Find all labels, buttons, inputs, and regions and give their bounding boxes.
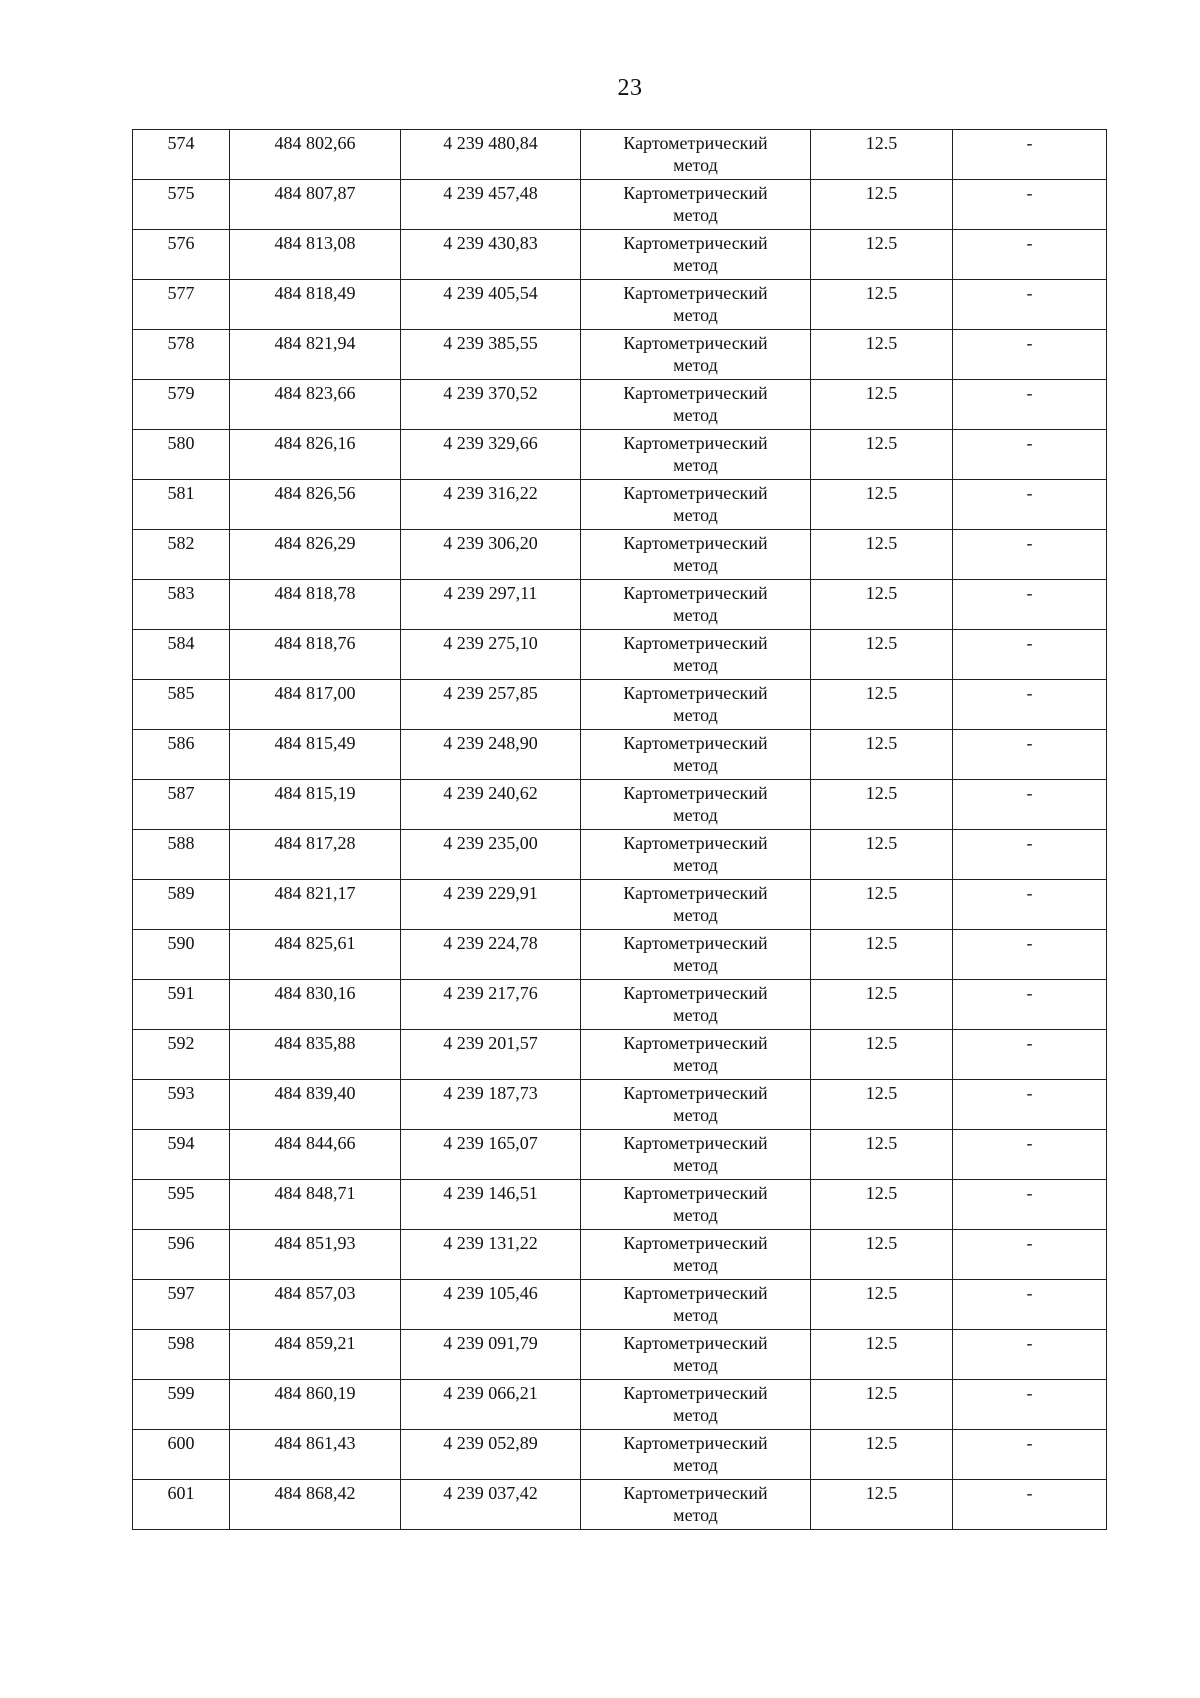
x-coordinate-cell: 484 868,42 [230, 1480, 401, 1530]
accuracy-cell: 12.5 [811, 230, 953, 280]
y-coordinate-cell: 4 239 131,22 [401, 1230, 581, 1280]
y-coordinate-cell: 4 239 316,22 [401, 480, 581, 530]
method-cell [581, 530, 811, 580]
y-coordinate-cell: 4 239 370,52 [401, 380, 581, 430]
table-row [133, 1130, 1107, 1180]
point-number-cell: 590 [133, 930, 230, 980]
x-coordinate-cell: 484 826,16 [230, 430, 401, 480]
note-cell: - [953, 730, 1107, 780]
table-row [133, 130, 1107, 180]
note-cell: - [953, 480, 1107, 530]
y-coordinate-cell: 4 239 275,10 [401, 630, 581, 680]
method-label-line2: метод [673, 755, 718, 775]
y-coordinate-cell: 4 239 480,84 [401, 130, 581, 180]
table-row [133, 430, 1107, 480]
point-number-cell: 591 [133, 980, 230, 1030]
accuracy-cell: 12.5 [811, 830, 953, 880]
method-label-line1: Картометрический [623, 433, 768, 453]
note-cell: - [953, 430, 1107, 480]
table-row [133, 830, 1107, 880]
method-label-line2: метод [673, 405, 718, 425]
method-label-line1: Картометрический [623, 283, 768, 303]
method-label-line1: Картометрический [623, 1283, 768, 1303]
method-cell [581, 1130, 811, 1180]
note-cell: - [953, 830, 1107, 880]
x-coordinate-cell: 484 813,08 [230, 230, 401, 280]
accuracy-cell: 12.5 [811, 780, 953, 830]
note-cell: - [953, 130, 1107, 180]
point-number-cell: 592 [133, 1030, 230, 1080]
point-number-cell: 583 [133, 580, 230, 630]
accuracy-cell: 12.5 [811, 1480, 953, 1530]
point-number-cell: 598 [133, 1330, 230, 1380]
point-number-cell: 599 [133, 1380, 230, 1430]
method-cell [581, 880, 811, 930]
x-coordinate-cell: 484 835,88 [230, 1030, 401, 1080]
method-cell [581, 980, 811, 1030]
y-coordinate-cell: 4 239 066,21 [401, 1380, 581, 1430]
table-row [133, 930, 1107, 980]
method-label-line2: метод [673, 1355, 718, 1375]
method-label-line2: метод [673, 905, 718, 925]
table-row [133, 1180, 1107, 1230]
table-row [133, 880, 1107, 930]
table-body [133, 130, 1107, 1530]
note-cell: - [953, 1430, 1107, 1480]
method-label-line2: метод [673, 155, 718, 175]
method-label-line1: Картометрический [623, 933, 768, 953]
table-row [133, 230, 1107, 280]
table-row [133, 280, 1107, 330]
note-cell: - [953, 1330, 1107, 1380]
method-cell [581, 580, 811, 630]
method-label-line2: метод [673, 1055, 718, 1075]
method-cell [581, 1430, 811, 1480]
method-cell [581, 480, 811, 530]
note-cell: - [953, 930, 1107, 980]
x-coordinate-cell: 484 823,66 [230, 380, 401, 430]
method-label-line2: метод [673, 1505, 718, 1525]
note-cell: - [953, 230, 1107, 280]
note-cell: - [953, 280, 1107, 330]
accuracy-cell: 12.5 [811, 1080, 953, 1130]
method-label-line1: Картометрический [623, 233, 768, 253]
accuracy-cell: 12.5 [811, 1430, 953, 1480]
y-coordinate-cell: 4 239 257,85 [401, 680, 581, 730]
table-row [133, 380, 1107, 430]
x-coordinate-cell: 484 815,19 [230, 780, 401, 830]
method-cell [581, 1030, 811, 1080]
note-cell: - [953, 1480, 1107, 1530]
x-coordinate-cell: 484 861,43 [230, 1430, 401, 1480]
method-cell [581, 1230, 811, 1280]
note-cell: - [953, 1130, 1107, 1180]
y-coordinate-cell: 4 239 405,54 [401, 280, 581, 330]
note-cell: - [953, 880, 1107, 930]
method-cell [581, 1280, 811, 1330]
table-row [133, 730, 1107, 780]
method-cell [581, 430, 811, 480]
method-cell [581, 730, 811, 780]
accuracy-cell: 12.5 [811, 1130, 953, 1180]
x-coordinate-cell: 484 851,93 [230, 1230, 401, 1280]
method-label-line1: Картометрический [623, 333, 768, 353]
method-label-line2: метод [673, 455, 718, 475]
x-coordinate-cell: 484 817,28 [230, 830, 401, 880]
method-label-line1: Картометрический [623, 383, 768, 403]
accuracy-cell: 12.5 [811, 1280, 953, 1330]
accuracy-cell: 12.5 [811, 580, 953, 630]
table-row [133, 780, 1107, 830]
table-row [133, 1330, 1107, 1380]
y-coordinate-cell: 4 239 306,20 [401, 530, 581, 580]
table-row [133, 680, 1107, 730]
point-number-cell: 601 [133, 1480, 230, 1530]
x-coordinate-cell: 484 802,66 [230, 130, 401, 180]
accuracy-cell: 12.5 [811, 180, 953, 230]
y-coordinate-cell: 4 239 217,76 [401, 980, 581, 1030]
table-row [133, 580, 1107, 630]
method-cell [581, 280, 811, 330]
point-number-cell: 584 [133, 630, 230, 680]
table-row [133, 330, 1107, 380]
point-number-cell: 594 [133, 1130, 230, 1180]
x-coordinate-cell: 484 859,21 [230, 1330, 401, 1380]
method-cell [581, 180, 811, 230]
x-coordinate-cell: 484 818,49 [230, 280, 401, 330]
method-label-line1: Картометрический [623, 1383, 768, 1403]
x-coordinate-cell: 484 826,56 [230, 480, 401, 530]
method-cell [581, 630, 811, 680]
y-coordinate-cell: 4 239 240,62 [401, 780, 581, 830]
method-cell [581, 680, 811, 730]
table-row [133, 530, 1107, 580]
method-label-line2: метод [673, 1405, 718, 1425]
table-row [133, 630, 1107, 680]
x-coordinate-cell: 484 826,29 [230, 530, 401, 580]
y-coordinate-cell: 4 239 229,91 [401, 880, 581, 930]
y-coordinate-cell: 4 239 329,66 [401, 430, 581, 480]
point-number-cell: 581 [133, 480, 230, 530]
y-coordinate-cell: 4 239 037,42 [401, 1480, 581, 1530]
table-row [133, 180, 1107, 230]
y-coordinate-cell: 4 239 052,89 [401, 1430, 581, 1480]
accuracy-cell: 12.5 [811, 430, 953, 480]
accuracy-cell: 12.5 [811, 630, 953, 680]
note-cell: - [953, 1280, 1107, 1330]
method-cell [581, 830, 811, 880]
point-number-cell: 593 [133, 1080, 230, 1130]
note-cell: - [953, 630, 1107, 680]
method-label-line1: Картометрический [623, 783, 768, 803]
method-cell [581, 380, 811, 430]
x-coordinate-cell: 484 821,94 [230, 330, 401, 380]
note-cell: - [953, 680, 1107, 730]
method-label-line2: метод [673, 1155, 718, 1175]
y-coordinate-cell: 4 239 385,55 [401, 330, 581, 380]
point-number-cell: 578 [133, 330, 230, 380]
method-label-line2: метод [673, 205, 718, 225]
method-label-line1: Картометрический [623, 133, 768, 153]
x-coordinate-cell: 484 860,19 [230, 1380, 401, 1430]
point-number-cell: 579 [133, 380, 230, 430]
method-cell [581, 330, 811, 380]
point-number-cell: 582 [133, 530, 230, 580]
table-row [133, 1030, 1107, 1080]
method-label-line1: Картометрический [623, 1333, 768, 1353]
y-coordinate-cell: 4 239 105,46 [401, 1280, 581, 1330]
method-label-line2: метод [673, 805, 718, 825]
y-coordinate-cell: 4 239 430,83 [401, 230, 581, 280]
accuracy-cell: 12.5 [811, 380, 953, 430]
y-coordinate-cell: 4 239 146,51 [401, 1180, 581, 1230]
accuracy-cell: 12.5 [811, 1180, 953, 1230]
y-coordinate-cell: 4 239 165,07 [401, 1130, 581, 1180]
note-cell: - [953, 1030, 1107, 1080]
method-cell [581, 1380, 811, 1430]
method-label-line1: Картометрический [623, 633, 768, 653]
method-cell [581, 1330, 811, 1380]
accuracy-cell: 12.5 [811, 480, 953, 530]
point-number-cell: 595 [133, 1180, 230, 1230]
method-cell [581, 780, 811, 830]
x-coordinate-cell: 484 807,87 [230, 180, 401, 230]
note-cell: - [953, 580, 1107, 630]
x-coordinate-cell: 484 844,66 [230, 1130, 401, 1180]
point-number-cell: 576 [133, 230, 230, 280]
table-row [133, 1280, 1107, 1330]
note-cell: - [953, 330, 1107, 380]
method-label-line1: Картометрический [623, 1483, 768, 1503]
method-cell [581, 130, 811, 180]
accuracy-cell: 12.5 [811, 1380, 953, 1430]
method-label-line1: Картометрический [623, 1433, 768, 1453]
x-coordinate-cell: 484 857,03 [230, 1280, 401, 1330]
x-coordinate-cell: 484 818,76 [230, 630, 401, 680]
accuracy-cell: 12.5 [811, 730, 953, 780]
method-label-line1: Картометрический [623, 833, 768, 853]
point-number-cell: 596 [133, 1230, 230, 1280]
point-number-cell: 597 [133, 1280, 230, 1330]
method-label-line1: Картометрический [623, 683, 768, 703]
x-coordinate-cell: 484 830,16 [230, 980, 401, 1030]
accuracy-cell: 12.5 [811, 1330, 953, 1380]
method-label-line2: метод [673, 655, 718, 675]
method-label-line2: метод [673, 605, 718, 625]
method-cell [581, 930, 811, 980]
y-coordinate-cell: 4 239 248,90 [401, 730, 581, 780]
table-row [133, 1430, 1107, 1480]
note-cell: - [953, 180, 1107, 230]
method-label-line1: Картометрический [623, 733, 768, 753]
y-coordinate-cell: 4 239 091,79 [401, 1330, 581, 1380]
accuracy-cell: 12.5 [811, 1030, 953, 1080]
point-number-cell: 600 [133, 1430, 230, 1480]
method-label-line2: метод [673, 305, 718, 325]
table-row [133, 1230, 1107, 1280]
x-coordinate-cell: 484 818,78 [230, 580, 401, 630]
method-label-line1: Картометрический [623, 533, 768, 553]
method-cell [581, 1180, 811, 1230]
note-cell: - [953, 1080, 1107, 1130]
method-label-line2: метод [673, 955, 718, 975]
method-label-line1: Картометрический [623, 1183, 768, 1203]
accuracy-cell: 12.5 [811, 130, 953, 180]
method-label-line2: метод [673, 705, 718, 725]
point-number-cell: 577 [133, 280, 230, 330]
method-label-line2: метод [673, 1005, 718, 1025]
method-cell [581, 1480, 811, 1530]
y-coordinate-cell: 4 239 187,73 [401, 1080, 581, 1130]
table-row [133, 1080, 1107, 1130]
method-label-line1: Картометрический [623, 483, 768, 503]
accuracy-cell: 12.5 [811, 980, 953, 1030]
method-label-line2: метод [673, 1105, 718, 1125]
point-number-cell: 589 [133, 880, 230, 930]
method-label-line2: метод [673, 1205, 718, 1225]
note-cell: - [953, 980, 1107, 1030]
method-label-line2: метод [673, 555, 718, 575]
point-number-cell: 588 [133, 830, 230, 880]
method-label-line1: Картометрический [623, 183, 768, 203]
table-row [133, 980, 1107, 1030]
note-cell: - [953, 1180, 1107, 1230]
accuracy-cell: 12.5 [811, 1230, 953, 1280]
y-coordinate-cell: 4 239 457,48 [401, 180, 581, 230]
method-label-line1: Картометрический [623, 1083, 768, 1103]
note-cell: - [953, 1380, 1107, 1430]
method-label-line1: Картометрический [623, 883, 768, 903]
note-cell: - [953, 780, 1107, 830]
point-number-cell: 574 [133, 130, 230, 180]
point-number-cell: 580 [133, 430, 230, 480]
accuracy-cell: 12.5 [811, 330, 953, 380]
method-label-line1: Картометрический [623, 983, 768, 1003]
x-coordinate-cell: 484 848,71 [230, 1180, 401, 1230]
method-label-line1: Картометрический [623, 583, 768, 603]
method-cell [581, 230, 811, 280]
note-cell: - [953, 1230, 1107, 1280]
accuracy-cell: 12.5 [811, 880, 953, 930]
method-label-line2: метод [673, 255, 718, 275]
method-label-line2: метод [673, 855, 718, 875]
accuracy-cell: 12.5 [811, 280, 953, 330]
y-coordinate-cell: 4 239 224,78 [401, 930, 581, 980]
x-coordinate-cell: 484 825,61 [230, 930, 401, 980]
page-number: 23 [617, 75, 643, 101]
x-coordinate-cell: 484 815,49 [230, 730, 401, 780]
coordinates-table [132, 129, 1107, 1530]
table-row [133, 1480, 1107, 1530]
method-label-line1: Картометрический [623, 1033, 768, 1053]
note-cell: - [953, 530, 1107, 580]
note-cell: - [953, 380, 1107, 430]
y-coordinate-cell: 4 239 297,11 [401, 580, 581, 630]
method-label-line2: метод [673, 1305, 718, 1325]
x-coordinate-cell: 484 817,00 [230, 680, 401, 730]
y-coordinate-cell: 4 239 201,57 [401, 1030, 581, 1080]
method-label-line1: Картометрический [623, 1233, 768, 1253]
method-label-line2: метод [673, 1255, 718, 1275]
accuracy-cell: 12.5 [811, 930, 953, 980]
y-coordinate-cell: 4 239 235,00 [401, 830, 581, 880]
accuracy-cell: 12.5 [811, 530, 953, 580]
x-coordinate-cell: 484 839,40 [230, 1080, 401, 1130]
table-row [133, 480, 1107, 530]
point-number-cell: 585 [133, 680, 230, 730]
method-label-line2: метод [673, 505, 718, 525]
point-number-cell: 586 [133, 730, 230, 780]
point-number-cell: 575 [133, 180, 230, 230]
method-label-line2: метод [673, 355, 718, 375]
method-label-line2: метод [673, 1455, 718, 1475]
x-coordinate-cell: 484 821,17 [230, 880, 401, 930]
table-row [133, 1380, 1107, 1430]
method-label-line1: Картометрический [623, 1133, 768, 1153]
method-cell [581, 1080, 811, 1130]
accuracy-cell: 12.5 [811, 680, 953, 730]
point-number-cell: 587 [133, 780, 230, 830]
